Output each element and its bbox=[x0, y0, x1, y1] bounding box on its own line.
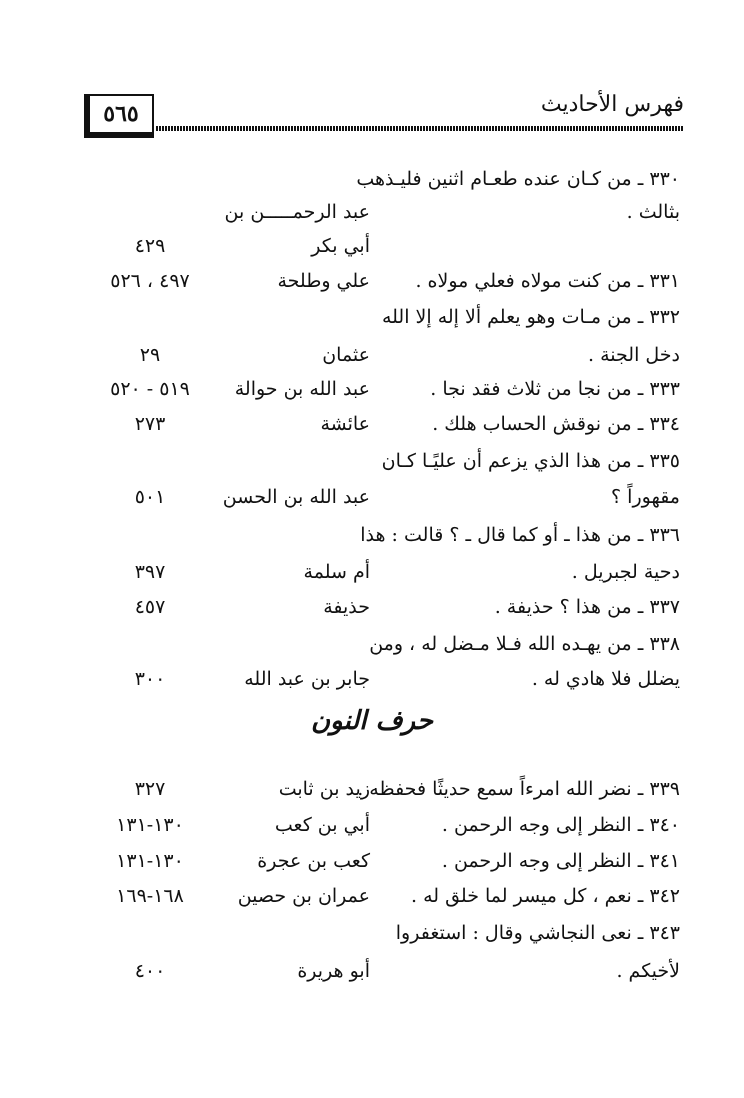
narrator: زيد بن ثابت bbox=[278, 778, 370, 800]
hadith-text: ٣٤٠ ـ النظر إلى وجه الرحمن . bbox=[441, 814, 680, 836]
page-header bbox=[88, 92, 684, 136]
narrator: عثمان bbox=[322, 344, 370, 366]
hadith-text: دحية لجبريل . bbox=[571, 561, 680, 583]
narrator: عائشة bbox=[320, 413, 370, 435]
narrator: عبد الرحمـــــن بن bbox=[224, 201, 370, 223]
page-ref: ٢٩ bbox=[139, 344, 161, 366]
hadith-text: ٣٣٧ ـ من هذا ؟ حذيفة . bbox=[494, 596, 680, 618]
hadith-text: ٣٤٢ ـ نعم ، كل ميسر لما خلق له . bbox=[410, 885, 680, 907]
hadith-text: دخل الجنة . bbox=[588, 344, 680, 366]
hadith-text: ٣٣٠ ـ من كـان عنده طعـام اثنين فليـذهب bbox=[356, 168, 680, 190]
index-row bbox=[100, 842, 680, 880]
page-ref: ٣٩٧ bbox=[134, 561, 166, 583]
hadith-text: ٣٣٤ ـ من نوقش الحساب هلك . bbox=[432, 413, 680, 435]
page-ref: ١٣٠-١٣١ bbox=[116, 850, 184, 872]
hadith-text: ٣٣١ ـ من كنت مولاه فعلي مولاه . bbox=[415, 270, 680, 292]
index-row bbox=[100, 478, 680, 516]
narrator: عبد الله بن الحسن bbox=[222, 486, 370, 508]
hadith-text: ٣٣٦ ـ من هذا ـ أو كما قال ـ ؟ قالت : هذا bbox=[360, 524, 680, 546]
index-row bbox=[100, 660, 680, 698]
index-row bbox=[100, 405, 680, 443]
section-heading: حرف النون bbox=[311, 706, 433, 736]
hadith-text: ٣٣٥ ـ من هذا الذي يزعم أن عليًـا كـان bbox=[381, 450, 680, 472]
narrator: كعب بن عجرة bbox=[257, 850, 370, 872]
page-ref: ٥١٩ - ٥٢٠ bbox=[110, 378, 190, 400]
hadith-text: يضلل فلا هادي له . bbox=[531, 668, 680, 690]
index-row bbox=[100, 262, 680, 300]
index-row bbox=[100, 952, 680, 990]
page-ref: ٤٢٩ bbox=[134, 235, 166, 257]
index-row bbox=[100, 914, 680, 952]
page-ref: ٤٩٧ ، ٥٢٦ bbox=[110, 270, 190, 292]
hadith-text: لأخيكم . bbox=[616, 960, 680, 982]
narrator: علي وطلحة bbox=[277, 270, 370, 292]
page-ref: ٣٠٠ bbox=[134, 668, 166, 690]
narrator: عبد الله بن حوالة bbox=[234, 378, 370, 400]
narrator: حذيفة bbox=[323, 596, 370, 618]
running-title: فهرس الأحاديث bbox=[540, 92, 684, 117]
index-row bbox=[100, 370, 680, 408]
hadith-text: بثالث . bbox=[626, 201, 680, 223]
narrator: أبي بن كعب bbox=[274, 814, 370, 836]
index-row bbox=[100, 516, 680, 554]
index-row bbox=[100, 553, 680, 591]
index-row bbox=[100, 588, 680, 626]
narrator: أبو هريرة bbox=[297, 960, 370, 982]
index-row bbox=[100, 770, 680, 808]
narrator: أم سلمة bbox=[303, 561, 370, 583]
narrator: عمران بن حصين bbox=[237, 885, 370, 907]
header-rule bbox=[156, 126, 684, 131]
hadith-text: ٣٤٣ ـ نعى النجاشي وقال : استغفروا bbox=[395, 922, 680, 944]
hadith-text: مقهوراً ؟ bbox=[611, 486, 680, 508]
page-ref: ٤٥٧ bbox=[134, 596, 166, 618]
index-row bbox=[100, 877, 680, 915]
index-row bbox=[100, 193, 680, 231]
page-ref: ١٣٠-١٣١ bbox=[116, 814, 184, 836]
page-ref: ١٦٨-١٦٩ bbox=[116, 885, 184, 907]
hadith-text: ٣٤١ ـ النظر إلى وجه الرحمن . bbox=[441, 850, 680, 872]
hadith-text: ٣٣٩ ـ نضر الله امرءاً سمع حديثًا فحفظه . bbox=[357, 778, 680, 800]
narrator: جابر بن عبد الله bbox=[244, 668, 370, 690]
narrator: أبي بكر bbox=[311, 235, 370, 257]
page-ref: ٣٢٧ bbox=[134, 778, 166, 800]
index-row bbox=[100, 298, 680, 336]
hadith-text: ٣٣٣ ـ من نجا من ثلاث فقد نجا . bbox=[430, 378, 680, 400]
index-row bbox=[100, 625, 680, 663]
page-ref: ٤٠٠ bbox=[134, 960, 166, 982]
index-row bbox=[100, 806, 680, 844]
page-ref: ٥٠١ bbox=[134, 486, 166, 508]
index-row bbox=[100, 227, 680, 265]
page-ref: ٢٧٣ bbox=[134, 413, 166, 435]
index-row bbox=[100, 442, 680, 480]
index-row bbox=[100, 336, 680, 374]
page-number: ٥٦٥ bbox=[88, 94, 154, 134]
hadith-text: ٣٣٢ ـ من مـات وهو يعلم ألا إله إلا الله bbox=[381, 306, 680, 328]
hadith-text: ٣٣٨ ـ من يهـده الله فـلا مـضل له ، ومن bbox=[369, 633, 680, 655]
